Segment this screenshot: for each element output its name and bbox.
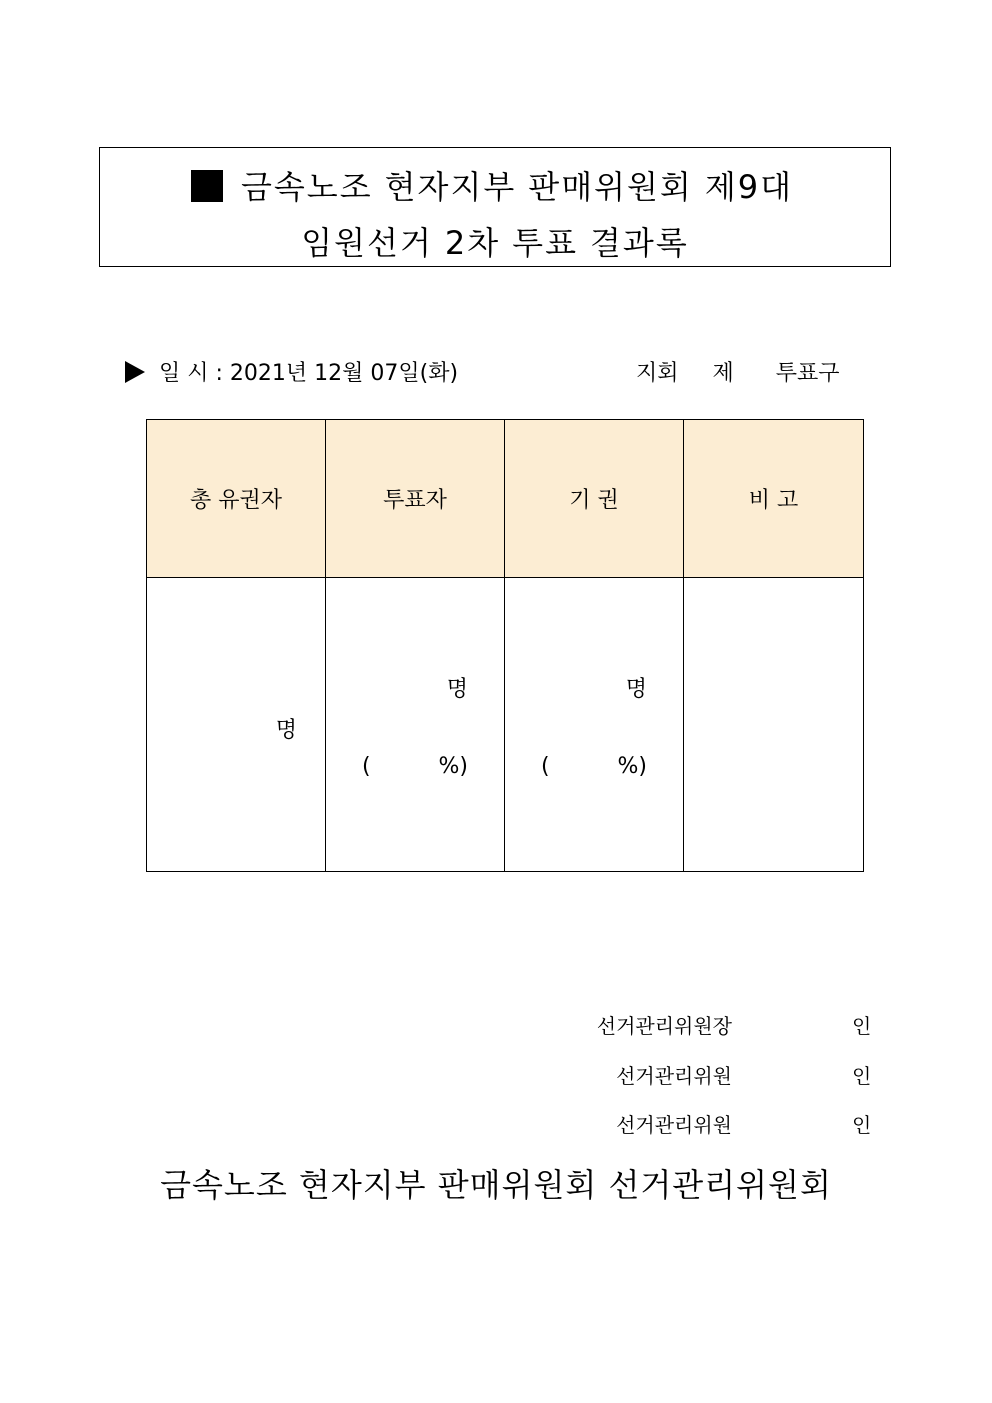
date-row [125,356,458,387]
black-square-icon [191,170,223,202]
signature-role-chair: 선거관리위원장 [596,1014,732,1038]
signature-seal: 인 [852,1064,872,1088]
vote-result-table [146,419,864,872]
polling-station-row [636,356,840,387]
organization-name: 금속노조 현자지부 판매위원회 선거관리위원회 [160,1166,832,1204]
title-word: 2차 [444,224,501,262]
percent-open: ( [541,754,550,779]
signature-seal: 인 [852,1113,872,1137]
cell-remarks[interactable] [684,578,864,872]
date-label: 일 시 : 2021년 12월 07일(화) [159,361,459,386]
ordinal-label: 제 [712,361,734,386]
header-abstention: 기 권 [505,420,684,578]
document-title-box [99,147,891,267]
title-word: 금속노조 [240,168,373,206]
table-header-row [147,420,864,578]
cell-total-voters[interactable] [147,578,326,872]
persons-unit: 명 [625,677,647,702]
signature-seal: 인 [852,1014,872,1038]
persons-unit: 명 [275,718,297,743]
percent-close: %) [617,754,647,779]
table-row [147,578,864,872]
title-word: 결과록 [590,224,689,262]
signature-role-member: 선거관리위원 [616,1113,732,1137]
signature-role-member: 선거관리위원 [616,1064,732,1088]
cell-voters[interactable] [326,578,505,872]
title-word: 임원선거 [301,224,433,262]
right-triangle-icon [125,361,145,383]
header-total-voters: 총 유권자 [147,420,326,578]
title-word: 현자지부 [384,168,517,206]
title-word: 판매위원회 [528,168,693,206]
header-remarks: 비 고 [684,420,864,578]
title-word: 제9대 [704,168,794,206]
title-line-1 [100,162,890,208]
branch-label: 지회 [636,361,679,386]
title-word: 투표 [512,224,578,262]
persons-unit: 명 [446,677,468,702]
station-label: 투표구 [775,361,840,386]
percent-open: ( [362,754,371,779]
header-voters: 투표자 [326,420,505,578]
percent-close: %) [438,754,468,779]
title-line-2 [100,218,890,264]
cell-abstention[interactable] [505,578,684,872]
